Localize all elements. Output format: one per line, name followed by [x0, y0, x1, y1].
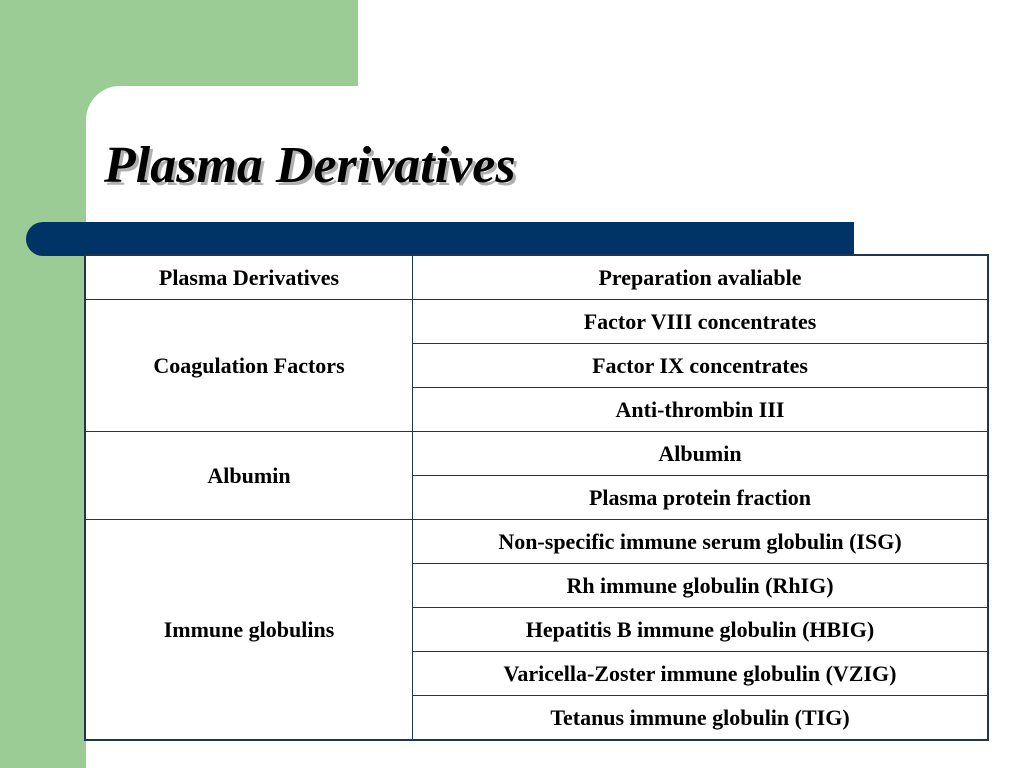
- slide-title: Plasma Derivatives: [104, 137, 516, 194]
- category-cell-albumin: Albumin: [85, 432, 413, 520]
- header-plasma-derivatives: Plasma Derivatives: [85, 255, 413, 300]
- preparation-cell: Non-specific immune serum globulin (ISG): [413, 520, 989, 564]
- table-row: [85, 432, 988, 476]
- preparation-cell: Rh immune globulin (RhIG): [413, 564, 989, 608]
- preparation-cell: Plasma protein fraction: [413, 476, 989, 520]
- table-header-row: [85, 255, 988, 300]
- preparation-cell: Factor VIII concentrates: [413, 300, 989, 344]
- preparation-cell: Hepatitis B immune globulin (HBIG): [413, 608, 989, 652]
- header-preparation-available: Preparation avaliable: [413, 255, 989, 300]
- preparation-cell: Varicella-Zoster immune globulin (VZIG): [413, 652, 989, 696]
- preparation-cell: Tetanus immune globulin (TIG): [413, 696, 989, 741]
- preparation-cell: Factor IX concentrates: [413, 344, 989, 388]
- table-row: [85, 300, 988, 344]
- category-cell-immune-globulins: Immune globulins: [85, 520, 413, 741]
- plasma-derivatives-table: [84, 254, 989, 741]
- preparation-cell: Anti-thrombin III: [413, 388, 989, 432]
- preparation-cell: Albumin: [413, 432, 989, 476]
- category-cell-coagulation-factors: Coagulation Factors: [85, 300, 413, 432]
- title-accent-bar: [26, 222, 854, 256]
- table-row: [85, 520, 988, 564]
